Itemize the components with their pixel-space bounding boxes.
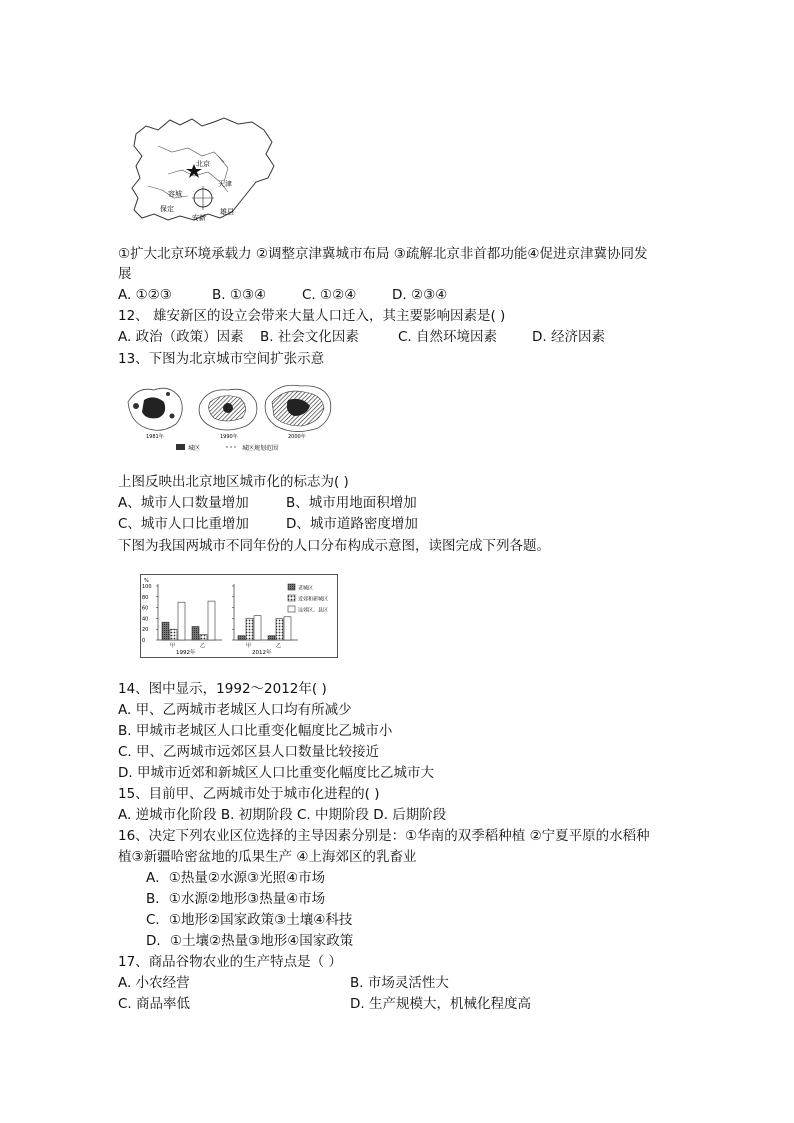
category-label-2012年-甲: 甲 <box>246 643 252 649</box>
bar-1992年-乙-近郊和新城区 <box>200 635 207 640</box>
q12-option-c: C. 自然环境因素 <box>398 329 498 345</box>
q11-stem-line2: 展 <box>118 266 132 282</box>
bar-1992年-乙-老城区 <box>192 627 199 641</box>
q13-option-a: A、城市人口数量增加 <box>118 495 249 511</box>
bar-1992年-甲-远郊区、县区 <box>178 602 185 640</box>
bar-2012年-甲-近郊和新城区 <box>246 618 253 640</box>
q14-option-b: B. 甲城市老城区人口比重变化幅度比乙城市小 <box>118 723 393 739</box>
y-tick-label-40: 40 <box>142 616 149 623</box>
q12-option-b: B. 社会文化因素 <box>260 329 359 345</box>
legend-swatch-近郊和新城区 <box>288 595 295 601</box>
label-rongcheng: 容城 <box>168 190 182 198</box>
q15-stem: 15、目前甲、乙两城市处于城市化进程的( ) <box>118 786 380 802</box>
q13-stem: 13、下图为北京城市空间扩张示意 <box>118 351 325 367</box>
fig13-year-1981: 1981年 <box>146 434 164 440</box>
label-beijing: 北京 <box>196 160 210 168</box>
q11-option-c: C. ①②④ <box>302 287 357 303</box>
bar-2012年-乙-远郊区、县区 <box>284 617 291 640</box>
q14-stem: 14、图中显示，1992～2012年( ) <box>118 681 327 697</box>
beijing-expansion-figure <box>122 380 336 456</box>
legend-swatch-老城区 <box>288 584 295 590</box>
q12-option-d: D. 经济因素 <box>532 329 605 345</box>
population-chart <box>140 574 338 658</box>
q17-stem: 17、商品谷物农业的生产特点是（ ） <box>118 954 342 970</box>
q14-option-c: C. 甲、乙两城市远郊区县人口数量比较接近 <box>118 744 380 760</box>
bar-1992年-甲-老城区 <box>162 622 169 640</box>
y-tick-label-80: 80 <box>142 594 149 601</box>
label-xiongxian: 雄县 <box>220 208 234 216</box>
q16-option-a: A．①热量②水源③光照④市场 <box>146 870 326 886</box>
bar-1992年-乙-远郊区、县区 <box>208 601 215 640</box>
fig13-year-1990: 1990年 <box>220 434 238 440</box>
q17-option-a: A. 小农经营 <box>118 975 190 991</box>
y-axis-label: % <box>144 578 149 584</box>
fig13-legend-plan: 城区规划范围 <box>242 445 279 452</box>
bar-2012年-甲-老城区 <box>238 636 245 640</box>
bar-2012年-乙-近郊和新城区 <box>276 618 283 640</box>
legend-label-远郊区、县区: 远郊区、县区 <box>298 607 329 614</box>
category-label-2012年-乙: 乙 <box>276 643 282 649</box>
y-tick-label-0: 0 <box>142 638 146 644</box>
bar-2012年-甲-远郊区、县区 <box>254 616 261 640</box>
legend-label-近郊和新城区: 近郊和新城区 <box>298 596 329 603</box>
y-tick-label-20: 20 <box>142 627 149 634</box>
label-tianjin: 天津 <box>218 180 232 188</box>
label-baoding: 保定 <box>160 205 174 213</box>
q16-option-d: D．①土壤②热量③地形④国家政策 <box>146 933 354 949</box>
category-label-1992年-乙: 乙 <box>200 643 206 649</box>
fig13-year-2000: 2000年 <box>288 434 306 440</box>
label-anxin: 安新 <box>192 214 206 222</box>
q12-option-a: A. 政治（政策）因素 <box>118 329 244 345</box>
q16-stem-line2: 植③新疆哈密盆地的瓜果生产 ④上海郊区的乳畜业 <box>118 849 417 865</box>
q13-option-c: C、城市人口比重增加 <box>118 516 249 532</box>
chart-intro: 下图为我国两城市不同年份的人口分布构成示意图，读图完成下列各题。 <box>118 538 550 554</box>
category-label-1992年-甲: 甲 <box>170 643 176 649</box>
legend-label-老城区: 老城区 <box>298 585 314 592</box>
q11-option-d: D. ②③④ <box>392 287 448 303</box>
y-tick-label-60: 60 <box>142 605 149 612</box>
q16-option-c: C．①地形②国家政策③土壤④科技 <box>146 912 353 928</box>
panel-title-1992年: 1992年 <box>176 650 196 656</box>
q14-option-d: D. 甲城市近郊和新城区人口比重变化幅度比乙城市大 <box>118 765 434 781</box>
q15-options: A. 逆城市化阶段 B. 初期阶段 C. 中期阶段 D. 后期阶段 <box>118 807 447 823</box>
q17-option-d: D. 生产规模大，机械化程度高 <box>350 996 531 1012</box>
legend-swatch-远郊区、县区 <box>288 606 295 612</box>
jingjinji-map <box>128 116 288 224</box>
q17-option-c: C. 商品率低 <box>118 996 191 1012</box>
bar-2012年-乙-老城区 <box>268 636 275 640</box>
q16-option-b: B．①水源②地形③热量④市场 <box>146 891 326 907</box>
q16-stem-line1: 16、决定下列农业区位选择的主导因素分别是：①华南的双季稻种植 ②宁夏平原的水稻种 <box>118 828 650 844</box>
q11-stem-line1: ①扩大北京环境承载力 ②调整京津冀城市布局 ③疏解北京非首都功能④促进京津冀协同发 <box>118 246 648 262</box>
y-tick-label-100: 100 <box>142 584 152 590</box>
q13-question: 上图反映出北京地区城市化的标志为( ) <box>118 474 349 490</box>
q12-stem: 12、 雄安新区的设立会带来大量人口迁入，其主要影响因素是( ) <box>118 308 506 324</box>
q13-option-d: D、城市道路密度增加 <box>286 516 418 532</box>
q17-option-b: B. 市场灵活性大 <box>350 975 449 991</box>
bar-1992年-甲-近郊和新城区 <box>170 629 177 640</box>
q11-option-b: B. ①③④ <box>212 287 267 303</box>
fig13-legend-urban: 城区 <box>188 445 201 452</box>
q14-option-a: A. 甲、乙两城市老城区人口均有所减少 <box>118 702 352 718</box>
q13-option-b: B、城市用地面积增加 <box>286 495 417 511</box>
q11-option-a: A. ①②③ <box>118 287 172 303</box>
legend-swatch-urban <box>176 444 185 450</box>
panel-title-2012年: 2012年 <box>252 650 272 656</box>
